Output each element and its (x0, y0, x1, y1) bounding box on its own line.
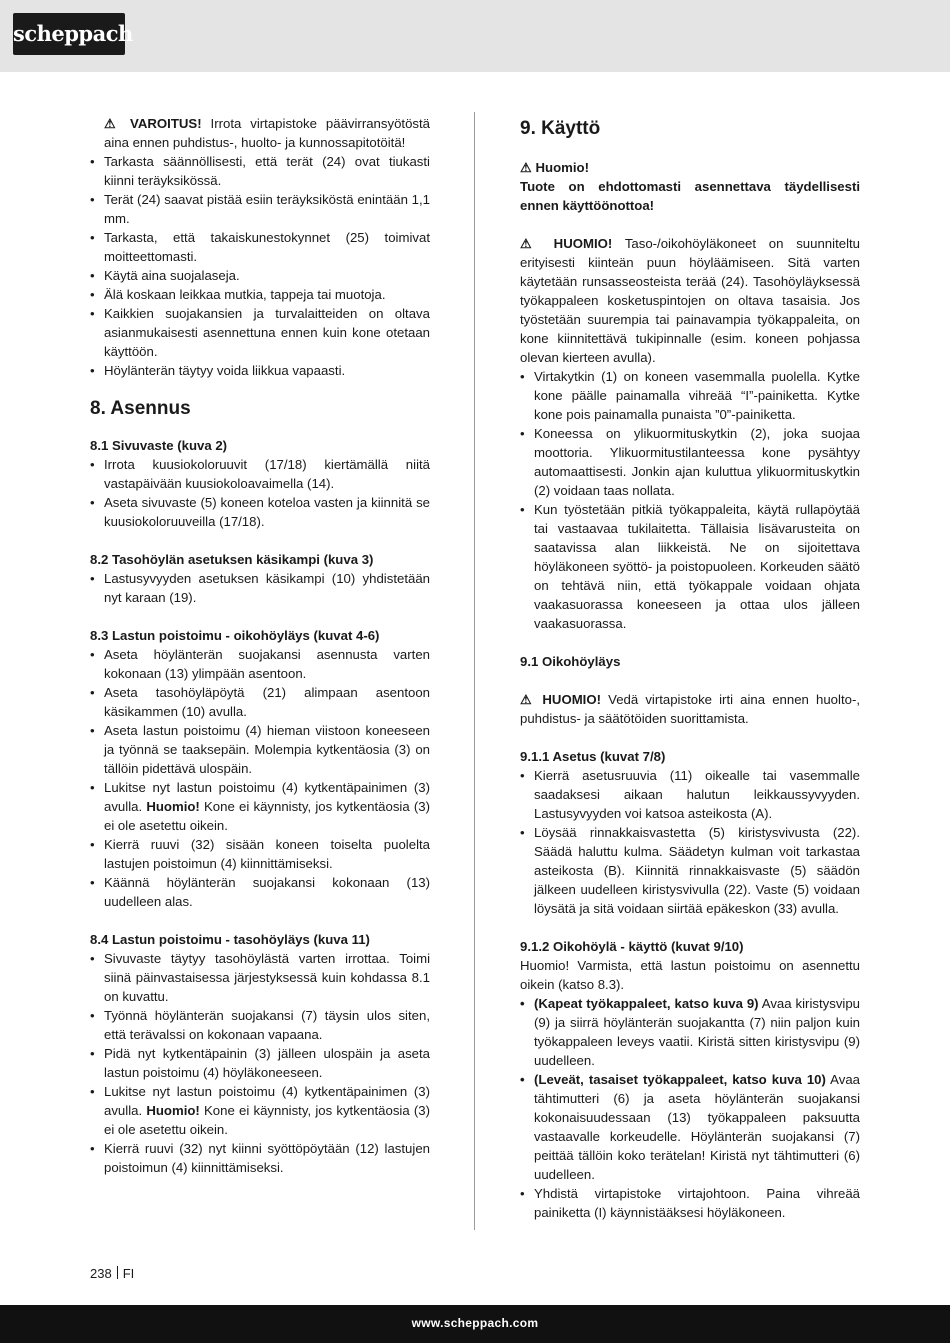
list-item: • Aseta tasohöyläpöytä (21) alimpaan asentoon käsikammen (10) avulla. (90, 685, 430, 719)
list-item: • Kierrä ruuvi (32) sisään koneen toiselta puolelta lastujen poistoimun (4) kiinnittämiseksi. (90, 837, 430, 871)
notice-3-text: Vedä virtapistoke irti aina ennen huolto-, puhdistus- ja säätötöiden suorittamista. (520, 692, 860, 726)
page-number: 238 (90, 1266, 112, 1281)
section-9-1-2-intro: Huomio! Varmista, että lastun poistoimu on asennettu oikein (katso 8.3). (520, 958, 860, 992)
list-item: • Irrota kuusiokoloruuvit (17/18) kiertämällä niitä vastapäivään kuusiokoloavaimella (14). (90, 457, 430, 491)
list-item: • Kaikkien suojakansien ja turvalaitteiden on oltava asianmukaisesti asennettuna ennen kuin kone otetaan käyttöön. (90, 306, 430, 359)
section-9-1-heading: 9.1 Oikohöyläys (520, 654, 621, 669)
list-item: • Terät (24) saavat pistää esiin teräyksiköstä enintään 1,1 mm. (90, 192, 430, 226)
notice-2-paragraph (520, 234, 860, 367)
list-item: • Lukitse nyt lastun poistoimu (4) kytkentäpainimen (3) avulla. Huomio! Kone ei käynnisty, jos kytkentäosia (3) ei ole asetettu oikein. (90, 780, 430, 833)
section-8-4-heading: 8.4 Lastun poistoimu - tasohöyläys (kuva 11) (90, 932, 370, 947)
right-column (520, 114, 860, 1222)
list-item: • Löysää rinnakkaisvastetta (5) kiristysvivusta (22). Säädä haluttu kulma. Säädetyn kulman voit tarkastaa asteikosta (B). Kiinnitä rinnakkaisvaste (5) säädön jälkeen uudelleen kiristysvivulla (22). Vaste (5) voidaan löysätä ja sitä voidaan siirtää epäkeskon (33) avulla. (520, 825, 860, 916)
list-item: • (Kapeat työkappaleet, katso kuva 9) Avaa kiristysvipu (9) ja siirrä höylänterän suojakantta (7) niin paljon kuin työkappaleen leveys vaatii. Kiristä sitten kiristysvipu (9) uudelleen. (520, 996, 861, 1068)
header-band (0, 0, 950, 72)
brand-logo: scheppach (13, 13, 125, 55)
column-divider (474, 112, 475, 1230)
warning-lead: ⚠ VAROITUS! (104, 116, 202, 131)
list-item: • Yhdistä virtapistoke virtajohtoon. Paina vihreää painiketta (I) käynnistääksesi höyläkoneen. (520, 1186, 860, 1220)
section-9-1-1-heading: 9.1.1 Asetus (kuvat 7/8) (520, 749, 666, 764)
list-item: • Tarkasta säännöllisesti, että terät (24) ovat tiukasti kiinni teräyksikössä. (90, 154, 430, 188)
list-item: • Lukitse nyt lastun poistoimu (4) kytkentäpainimen (3) avulla. Huomio! Kone ei käynnisty, jos kytkentäosia (3) ei ole asetettu oikein. (90, 1084, 430, 1137)
notice-1-lead: ⚠ Huomio! (520, 160, 589, 175)
website-link[interactable]: www.scheppach.com (411, 1316, 539, 1330)
section-9-heading: 9. Käyttö (520, 118, 601, 139)
notice-3-lead: ⚠ HUOMIO! (520, 692, 601, 707)
list-item: • Aseta höylänterän suojakansi asennusta varten kokonaan (13) ylimpään asentoon. (90, 647, 430, 681)
notice-1-text: Tuote on ehdottomasti asennettava täydellisesti ennen käyttöönottoa! (520, 179, 860, 213)
section-8-2-heading: 8.2 Tasohöylän asetuksen käsikampi (kuva 3) (90, 552, 374, 567)
list-item: • Käytä aina suojalaseja. (90, 268, 240, 283)
page-footer-number (90, 1266, 134, 1282)
section-8-3-heading: 8.3 Lastun poistoimu - oikohöyläys (kuvat 4-6) (90, 628, 380, 643)
list-item: • Aseta sivuvaste (5) koneen koteloa vasten ja kiinnitä se kuusiokoloruuveilla (17/18). (90, 495, 430, 529)
section-8-heading: 8. Asennus (90, 398, 191, 419)
list-item: • Aseta lastun poistoimu (4) hieman viistoon koneeseen ja työnnä se taaksepäin. Molempia kytkentäosia (3) on tällöin pidettävä ulospäin. (90, 723, 430, 776)
warning-text: Irrota virtapistoke päävirransyötöstä aina ennen puhdistus-, huolto- ja kunnossapitotöitä! (104, 116, 430, 150)
list-item: • Koneessa on ylikuormituskytkin (2), joka suojaa moottoria. Ylikuormitustilanteessa kone pysähtyy automaattisesti. Jonkin ajan kuluttua ylikuormituskytkin (2) voidaan taas nollata. (520, 426, 860, 498)
notice-bold: Huomio! (146, 1103, 200, 1118)
list-item: • Työnnä höylänterän suojakansi (7) täysin ulos siten, että terävalssi on kokonaan vapaana. (90, 1008, 430, 1042)
notice-bold: Huomio! (146, 799, 200, 814)
warning-paragraph (90, 114, 430, 152)
list-item: • Höylänterän täytyy voida liikkua vapaasti. (90, 363, 346, 378)
list-item: • Kierrä ruuvi (32) nyt kiinni syöttöpöytään (12) lastujen poistoimun (4) kiinnittämiseksi. (90, 1141, 430, 1175)
list-item: • Älä koskaan leikkaa mutkia, tappeja tai muotoja. (90, 287, 386, 302)
notice-2-lead: ⚠ HUOMIO! (520, 236, 613, 251)
bullet-list-top (90, 152, 430, 380)
list-item: • Lastusyvyyden asetuksen käsikampi (10) yhdistetään nyt karaan (19). (90, 571, 430, 605)
list-item: • (Leveät, tasaiset työkappaleet, katso kuva 10) Avaa tähtimutteri (6) ja aseta höylänterän suojakansi kokonaisuudessaan (13) työkappaleen paksuutta vastaavalle korkeudelle. Höylänterän suojakansi (7) peittää tällöin koko terätelan! Kiristä nyt tähtimutteri (6) uudelleen. (520, 1072, 860, 1182)
section-8-1-heading: 8.1 Sivuvaste (kuva 2) (90, 438, 228, 453)
footer-band (0, 1305, 950, 1343)
language-code: FI (122, 1266, 135, 1281)
list-item: • Sivuvaste täytyy tasohöylästä varten irrottaa. Toimi siinä päinvastaisessa järjestyksessä kuin kohdassa 8.1 on kuvattu. (90, 951, 430, 1004)
list-item: • Käännä höylänterän suojakansi kokonaan (13) uudelleen alas. (90, 875, 430, 909)
section-9-1-2-heading: 9.1.2 Oikohöylä - käyttö (kuvat 9/10) (520, 939, 744, 954)
notice-2-text: Taso-/oikohöyläkoneet on suunniteltu erityisesti kiinteän puun höyläämiseen. Sitä varten käytetään runsasseosteista terää (24). Tasohöyläyksessä työkappaleen kosketuspintojen on oltava tasaisia. Jos työstetään suurempia tai painavampia työkappaleita, on kone kiinnitettävä tukipinnalle (esim. koneen pohjassa olevan kierteen avulla). (520, 236, 861, 365)
left-column (90, 114, 430, 1177)
list-item: • Kierrä asetusruuvia (11) oikealle tai vasemmalle saadaksesi aikaan halutun leikkaussyvyyden. Lastusyvyyden voi katsoa asteikosta (A). (520, 768, 860, 821)
list-item: • Virtakytkin (1) on koneen vasemmalla puolella. Kytke kone päälle painamalla vihreää “I”-painiketta. Kytke kone pois painamalla punaista ”0”-painiketta. (520, 369, 860, 422)
list-item: • Tarkasta, että takaiskunestokynnet (25) toimivat moitteettomasti. (90, 230, 430, 264)
list-item: • Pidä nyt kytkentäpainin (3) jälleen ulospäin ja aseta lastun poistoimu (4) höyläkoneeseen. (90, 1046, 430, 1080)
notice-3-paragraph (520, 690, 860, 728)
list-item: • Kun työstetään pitkiä työkappaleita, käytä rullapöytää tai vastaavaa tukilaitetta. Tällaisia lisävarusteita on saatavissa alan liikkeistä. Ne on sijoitettava höyläkoneen syöttö- ja poistopuoleen. Korkeuden säätö on tehtävä niin, että työkappale voidaan ohjata vaakasuorassa koneeseen ja ottaa ulos jälleen vaakasuorassa. (520, 502, 860, 631)
